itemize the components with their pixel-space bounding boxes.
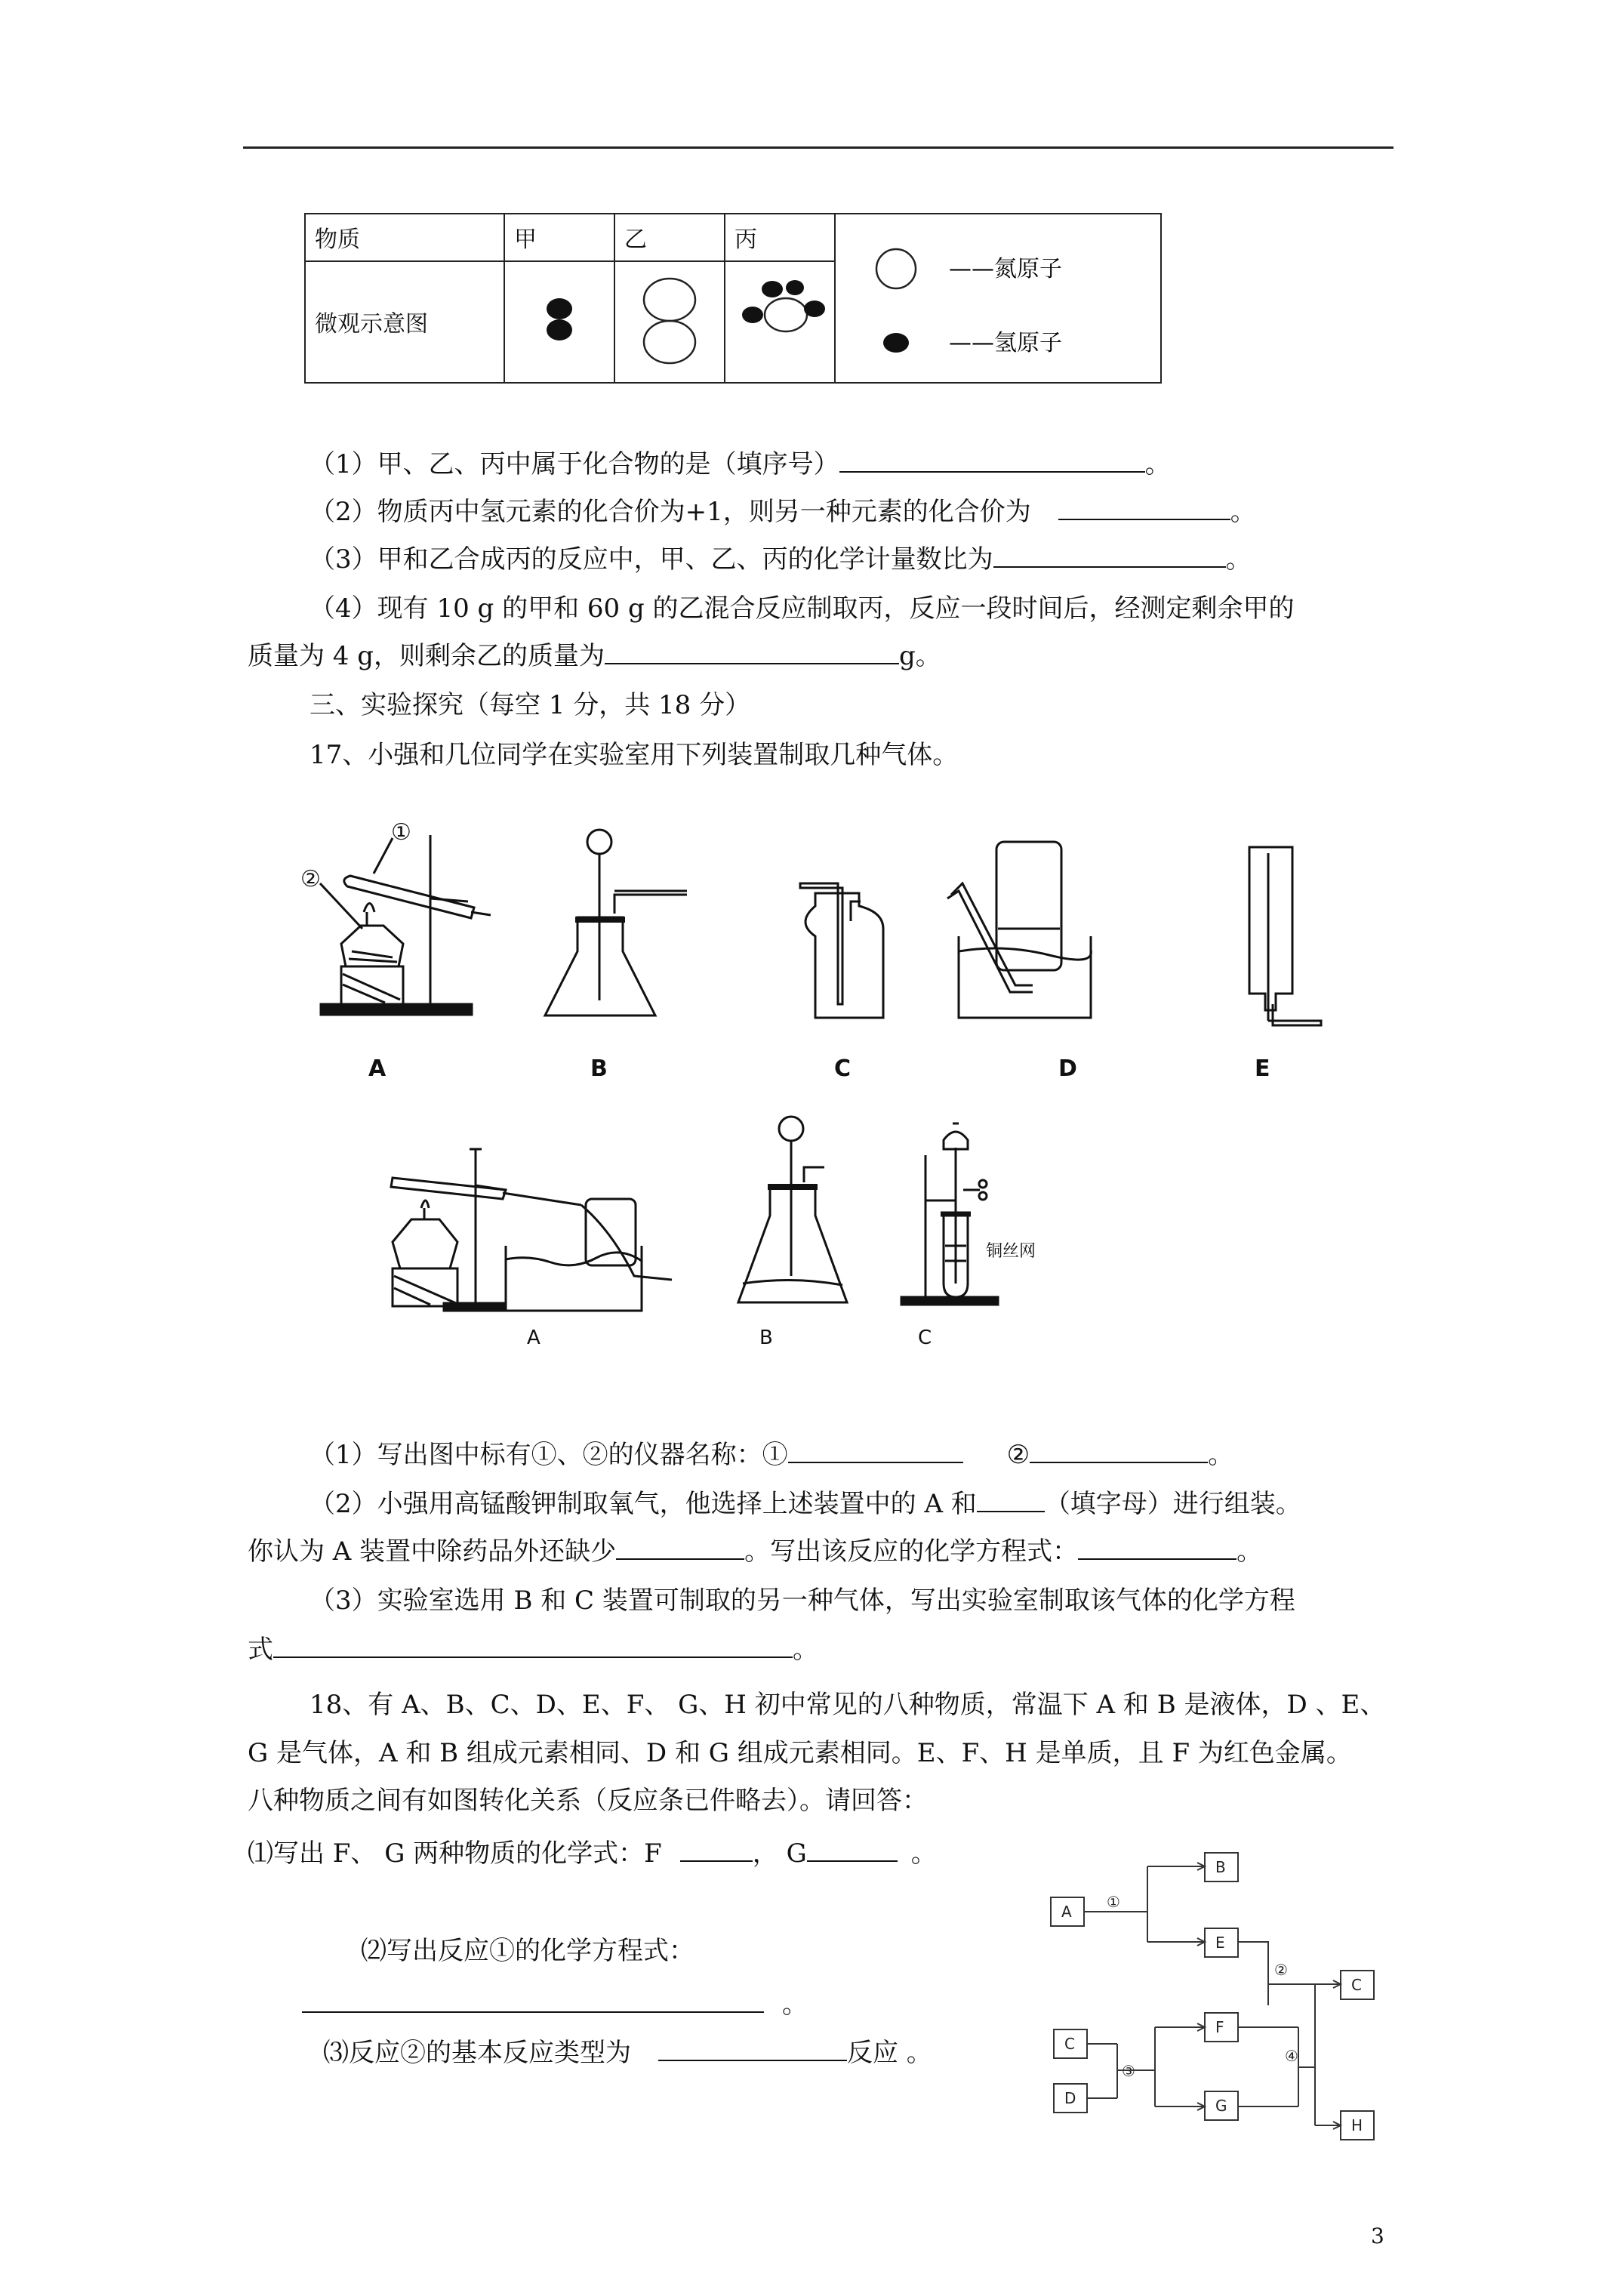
table-header-jia: 甲 xyxy=(504,214,614,261)
page-number: 3 xyxy=(1371,2224,1384,2248)
svg-text:F: F xyxy=(1215,2018,1224,2036)
table-header-substance: 物质 xyxy=(305,214,504,261)
apparatus-figure xyxy=(279,823,1336,1359)
molecule-bing xyxy=(725,262,834,375)
apparatus-c1 xyxy=(800,883,883,1018)
answer-blank[interactable] xyxy=(302,1989,764,2013)
answer-blank[interactable] xyxy=(1078,1536,1236,1560)
svg-text:C: C xyxy=(1064,2035,1075,2053)
answer-blank[interactable] xyxy=(977,1488,1045,1512)
q18-line-2: G 是气体，A 和 B 组成元素相同、D 和 G 组成元素相同。E、F、H 是单质，且 F 为红色金属。 xyxy=(248,1738,1352,1768)
label-a1: A xyxy=(368,1056,387,1082)
molecule-yi xyxy=(615,262,724,375)
reaction-mark-1: ① xyxy=(1107,1893,1120,1911)
table-header-bing: 丙 xyxy=(725,214,835,261)
table-header-yi: 乙 xyxy=(614,214,725,261)
q17-stem: 17、小强和几位同学在实验室用下列装置制取几种气体。 xyxy=(310,740,959,770)
apparatus-b2 xyxy=(738,1117,847,1302)
nitrogen-atom-icon xyxy=(876,249,916,288)
svg-text:B: B xyxy=(1215,1858,1226,1876)
apparatus-a2 xyxy=(391,1149,672,1311)
molecule-jia xyxy=(505,262,614,375)
answer-blank[interactable] xyxy=(616,1536,744,1560)
q16-item-4: （4）现有 10 g 的甲和 60 g 的乙混合反应制取丙，反应一段时间后，经测定剩余甲的 xyxy=(310,593,1295,624)
answer-blank[interactable] xyxy=(273,1634,793,1658)
q17-part-2: （2）小强用高锰酸钾制取氧气，他选择上述装置中的 A 和 （填字母）进行组装。 xyxy=(310,1489,1301,1519)
svg-text:C: C xyxy=(1351,1976,1362,1994)
molecule-yi-cell xyxy=(614,261,725,383)
apparatus-a1 xyxy=(300,823,491,1015)
molecule-bing-cell xyxy=(725,261,835,383)
mark-1: ① xyxy=(391,823,411,846)
label-e1: E xyxy=(1255,1056,1270,1082)
hydrogen-atom-icon xyxy=(883,333,909,353)
section-heading: 三、实验探究（每空 1 分，共 18 分） xyxy=(310,690,751,720)
apparatus-c2 xyxy=(901,1123,1036,1305)
reaction-mark-4: ④ xyxy=(1285,2047,1298,2065)
q16-item-4-cont: 质量为 4 g，则剩余乙的质量为 g。 xyxy=(248,641,941,671)
apparatus-b1 xyxy=(545,830,687,1015)
q17-part-2-cont: 你认为 A 装置中除药品外还缺少 。写出该反应的化学方程式： 。 xyxy=(248,1536,1263,1567)
mark-2: ② xyxy=(300,866,321,892)
copper-mesh-label: 铜丝网 xyxy=(986,1242,1036,1261)
q18-sub-2-answer: 。 xyxy=(302,1988,808,2021)
atom-legend xyxy=(836,214,1160,376)
conversion-diagram xyxy=(1042,1827,1419,2152)
q17-part-3-cont: 式 。 xyxy=(248,1635,818,1665)
answer-blank[interactable] xyxy=(839,448,1145,473)
answer-blank[interactable] xyxy=(605,640,899,664)
q18-line-1: 18、有 A、B、C、D、E、F、 G、H 初中常见的八种物质，常温下 A 和 B 是液体，D 、E、 xyxy=(310,1690,1386,1720)
svg-text:E: E xyxy=(1215,1934,1225,1952)
svg-text:G: G xyxy=(1215,2097,1227,2115)
answer-blank[interactable] xyxy=(1058,496,1230,520)
legend-nitrogen: ——氮原子 xyxy=(949,256,1062,282)
q17-part-3: （3）实验室选用 B 和 C 装置可制取的另一种气体，写出实验室制取该气体的化学方程 xyxy=(310,1586,1295,1616)
reaction-mark-3: ③ xyxy=(1122,2062,1135,2080)
q16-item-2: （2）物质丙中氢元素的化合价为+1，则另一种元素的化合价为 。 xyxy=(310,497,1256,527)
answer-blank[interactable] xyxy=(658,2037,847,2061)
answer-blank[interactable] xyxy=(788,1439,963,1463)
label-d1: D xyxy=(1058,1056,1077,1082)
q17-part-1: （1）写出图中标有①、②的仪器名称：① ② 。 xyxy=(310,1440,1234,1470)
legend-hydrogen: ——氢原子 xyxy=(949,330,1062,356)
table-row-label: 微观示意图 xyxy=(305,261,504,383)
label-c2: C xyxy=(918,1327,932,1349)
molecule-jia-cell xyxy=(504,261,614,383)
q18-line-3: 八种物质之间有如图转化关系（反应条已件略去）。请回答： xyxy=(248,1786,928,1816)
q16-item-1: （1）甲、乙、丙中属于化合物的是（填序号） 。 xyxy=(310,449,1171,479)
q18-sub-2: ⑵写出反应①的化学方程式： xyxy=(361,1936,694,1966)
header-rule xyxy=(243,146,1394,149)
answer-blank[interactable] xyxy=(680,1838,753,1862)
molecule-table xyxy=(304,213,1162,384)
reaction-mark-2: ② xyxy=(1274,1961,1288,1979)
label-a2: A xyxy=(527,1327,540,1349)
legend-cell xyxy=(835,214,1161,383)
svg-text:H: H xyxy=(1351,2116,1363,2134)
answer-blank[interactable] xyxy=(807,1838,898,1862)
q16-item-3: （3）甲和乙合成丙的反应中，甲、乙、丙的化学计量数比为 。 xyxy=(310,544,1252,575)
q18-sub-1: ⑴写出 F、 G 两种物质的化学式：F ， G 。 xyxy=(248,1838,937,1869)
answer-blank[interactable] xyxy=(993,544,1226,568)
apparatus-d1 xyxy=(947,842,1091,1018)
svg-text:D: D xyxy=(1064,2089,1076,2107)
label-b2: B xyxy=(759,1327,773,1349)
q18-sub-3: ⑶反应②的基本反应类型为 反应 。 xyxy=(323,2038,932,2068)
label-c1: C xyxy=(834,1056,852,1082)
apparatus-e1 xyxy=(1249,847,1321,1025)
answer-blank[interactable] xyxy=(1030,1439,1208,1463)
svg-text:A: A xyxy=(1061,1903,1072,1921)
label-b1: B xyxy=(590,1056,608,1082)
